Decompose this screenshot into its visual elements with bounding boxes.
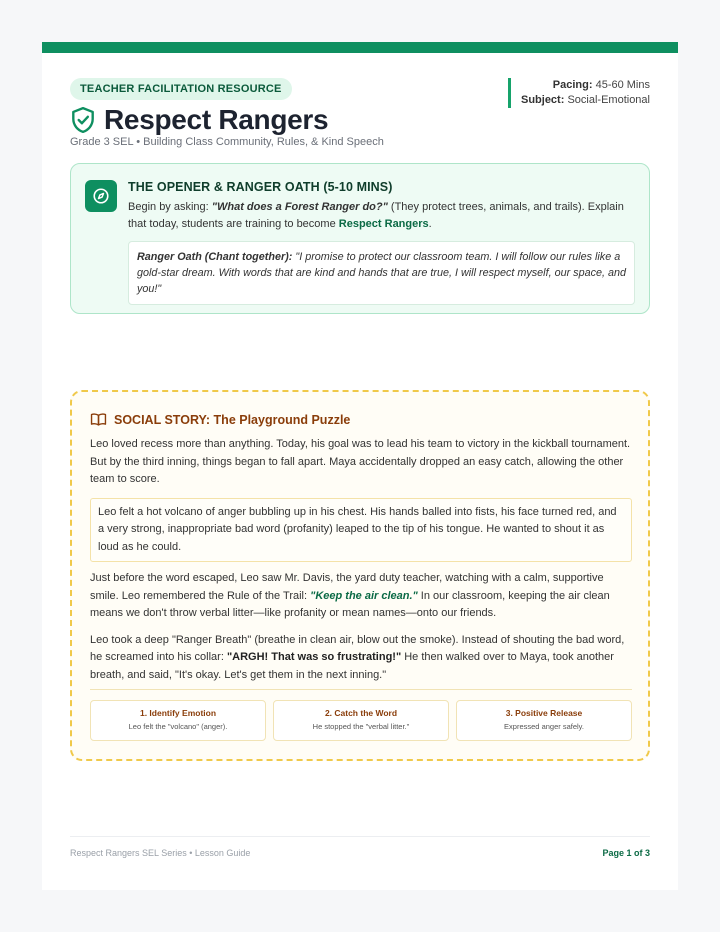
- lesson-page: [42, 42, 678, 890]
- story-divider: [90, 689, 632, 690]
- ranger-oath-box: [128, 241, 635, 305]
- story-paragraph-1: Leo loved recess more than anything. Today, his goal was to lead his team to victory in the kickball tournament. But by the third inning, things began to fall apart. Maya accidentally dropped an easy catch, allowing the other team to score.: [90, 438, 631, 485]
- opener-text-3: .: [428, 218, 432, 230]
- oath-label: Ranger Oath (Chant together):: [137, 251, 293, 263]
- story-anger-callout: Leo felt a hot volcano of anger bubbling up in his chest. His hands balled into fists, his face turned red, and a very strong, inappropriate bad word (profanity) leaped to the tip of his tongue. He wanted to shout it as loud as he could.: [90, 498, 632, 563]
- shield-check-icon: [70, 106, 96, 134]
- story-paragraph-4: [90, 632, 632, 685]
- step-card: [456, 700, 632, 741]
- top-accent-bar: [42, 42, 678, 53]
- footer-divider: [70, 836, 650, 837]
- subject-label: Subject:: [520, 94, 565, 106]
- opener-text-2: (They protect trees, animals, and trails). Explain that today, students are training to become: [128, 201, 624, 230]
- story-title: SOCIAL STORY: The Playground Puzzle: [114, 412, 351, 427]
- step-title: 3. Positive Release: [505, 708, 583, 718]
- social-story-section: [70, 390, 650, 761]
- lesson-meta: [508, 78, 650, 108]
- step-card: [273, 700, 449, 741]
- compass-icon: [85, 180, 117, 212]
- title-row: [70, 104, 328, 136]
- rule-of-trail: "Keep the air clean.": [310, 589, 418, 602]
- resource-badge: TEACHER FACILITATION RESOURCE: [70, 78, 292, 100]
- opener-title: THE OPENER & RANGER OATH (5-10 MINS): [128, 180, 393, 194]
- opener-highlight: Respect Rangers: [338, 218, 429, 230]
- step-title: 2. Catch the Word: [324, 708, 398, 718]
- subject-value: Social-Emotional: [567, 94, 650, 106]
- step-description: Expressed anger safely.: [504, 722, 584, 731]
- open-book-icon: [90, 412, 107, 427]
- story-p4-a: Leo took a deep "Ranger Breath" (breathe in clean air, blow out the smoke). Instead of shouting the bad word, he screamed into his collar:: [90, 633, 625, 663]
- opener-section: [70, 163, 650, 314]
- story-body: [90, 436, 632, 693]
- page-number: Page 1 of 3: [602, 848, 650, 858]
- step-description: He stopped the "verbal litter.": [312, 722, 410, 731]
- story-p3-a: Just before the word escaped, Leo saw Mr. Davis, the yard duty teacher, watching with a calm, supportive smile. Leo remembered the Rule of the Trail:: [90, 572, 604, 602]
- step-title: 1. Identify Emotion: [139, 708, 217, 718]
- story-heading: [90, 412, 350, 427]
- opener-text-1: Begin by asking:: [128, 201, 212, 213]
- story-shout: "ARGH! That was so frustrating!": [226, 651, 402, 663]
- story-steps: [90, 700, 632, 741]
- pacing-label: Pacing:: [552, 79, 593, 91]
- opener-question: "What does a Forest Ranger do?": [211, 201, 388, 213]
- step-card: [90, 700, 266, 741]
- footer-series: Respect Rangers SEL Series • Lesson Guide: [70, 848, 251, 858]
- opener-instructions: [128, 199, 636, 233]
- story-p4-b: He then walked over to Maya, took another breath, and said, "It's okay. Let's get them in the next inning.": [90, 651, 614, 681]
- step-description: Leo felt the "volcano" (anger).: [128, 722, 228, 731]
- page-subtitle: Grade 3 SEL • Building Class Community, Rules, & Kind Speech: [70, 136, 384, 148]
- pacing-value: 45-60 Mins: [595, 79, 650, 91]
- page-title: Respect Rangers: [104, 104, 329, 135]
- story-p3-b: In our classroom, keeping the air clean means we don't throw verbal litter—like profanity or mean names—onto our friends.: [90, 589, 610, 619]
- oath-text: "I promise to protect our classroom team. I will follow our rules like a gold-star dream. With words that are kind and hands that are true, I will respect myself, our space, and you!": [137, 251, 626, 295]
- story-paragraph-3: [90, 570, 632, 623]
